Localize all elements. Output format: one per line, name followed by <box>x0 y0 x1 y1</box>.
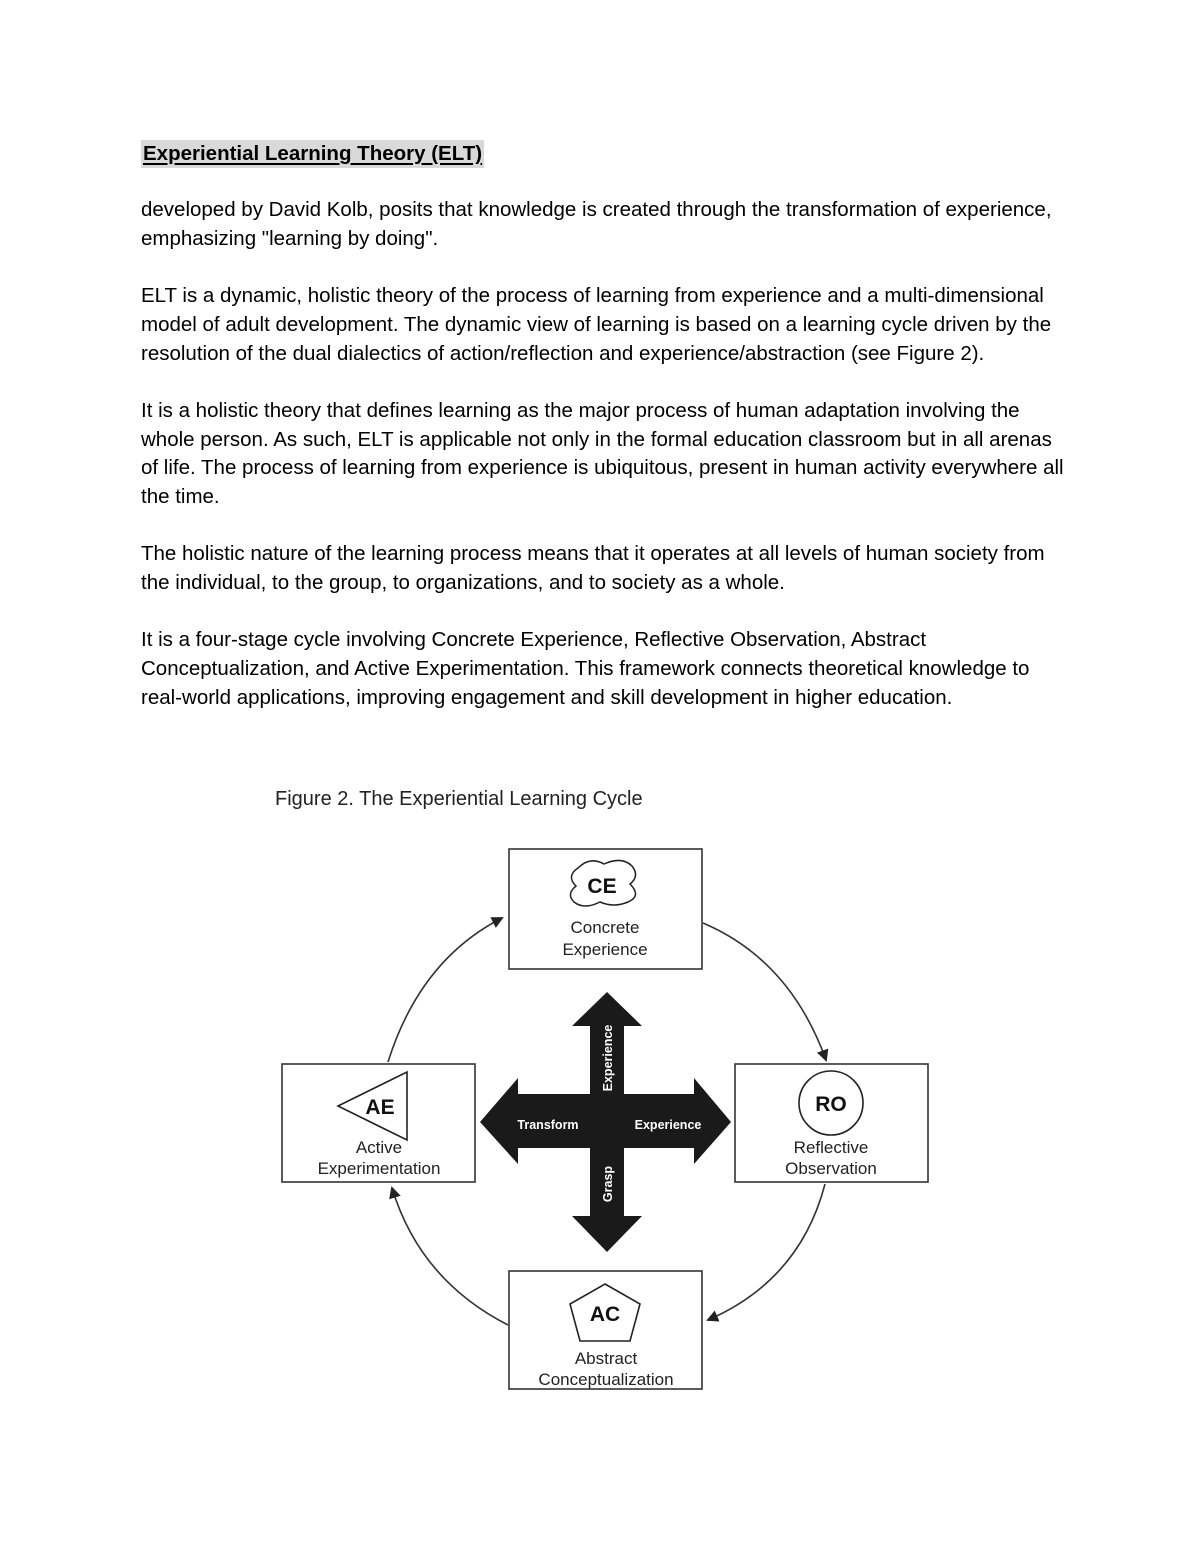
axis-label-down: Grasp <box>601 1165 615 1203</box>
paragraph-definition: developed by David Kolb, posits that knowledge is created through the transformation of experience, emphasizing "learning by doing". <box>141 198 1052 250</box>
stage-label-ce-line1: Concrete <box>570 918 640 937</box>
paragraph-holistic-theory: It is a holistic theory that defines learning as the major process of human adaptation involving the whole person. As such, ELT is applicable not only in the formal education classroom but in all arenas of life. The process of learning from experience is ubiquitous, present in human activity everywhere all the time. <box>141 398 1064 508</box>
axis-label-up: Experience <box>601 1024 615 1092</box>
paragraph-holistic-nature: The holistic nature of the learning process means that it operates at all levels of human society from the individual, to the group, to organizations, and to society as a whole. <box>141 542 1045 595</box>
stage-label-ae-line1: Active <box>355 1138 403 1157</box>
stage-label-ae-line2: Experimentation <box>317 1159 441 1178</box>
stage-abbr-ro: RO <box>815 1093 847 1116</box>
stage-box-active-experimentation <box>282 1064 475 1182</box>
figure-caption: Figure 2. The Experiential Learning Cycle <box>275 788 643 810</box>
axis-label-right: Experience <box>634 1118 702 1132</box>
paragraph-dynamic-theory: ELT is a dynamic, holistic theory of the process of learning from experience and a multi-dimensional model of adult development. The dynamic view of learning is based on a learning cycle driven by the resolution of the dual dialectics of action/reflection and experience/abstraction (see Figure 2). <box>141 284 1052 365</box>
stage-label-ro-line2: Observation <box>785 1159 877 1178</box>
cycle-arrow-ae-to-ce <box>388 918 502 1062</box>
cycle-arrow-ro-to-ac <box>708 1184 825 1320</box>
paragraph-four-stage-cycle: It is a four-stage cycle involving Concrete Experience, Reflective Observation, Abstract Conceptualization, and Active Experimentation. This framework connects theoretical knowledge to real-world applications, improving engagement and skill development in higher education. <box>141 628 1030 709</box>
stage-box-reflective-observation <box>735 1064 928 1182</box>
cycle-arrow-ac-to-ae <box>392 1188 508 1325</box>
axis-label-left: Transform <box>517 1118 579 1132</box>
stage-label-ce-line2: Experience <box>562 940 648 959</box>
stage-box-concrete-experience <box>509 849 702 969</box>
stage-abbr-ac: AC <box>589 1303 621 1326</box>
stage-label-ac-line2: Conceptualization <box>538 1370 674 1389</box>
stage-abbr-ae: AE <box>365 1096 395 1119</box>
stage-label-ro-line1: Reflective <box>793 1138 869 1157</box>
document-title: Experiential Learning Theory (ELT) <box>141 140 484 168</box>
cycle-arrow-ce-to-ro <box>703 923 826 1060</box>
stage-box-abstract-conceptualization <box>509 1271 702 1389</box>
stage-abbr-ce: CE <box>587 875 617 898</box>
stage-label-ac-line1: Abstract <box>574 1349 638 1368</box>
